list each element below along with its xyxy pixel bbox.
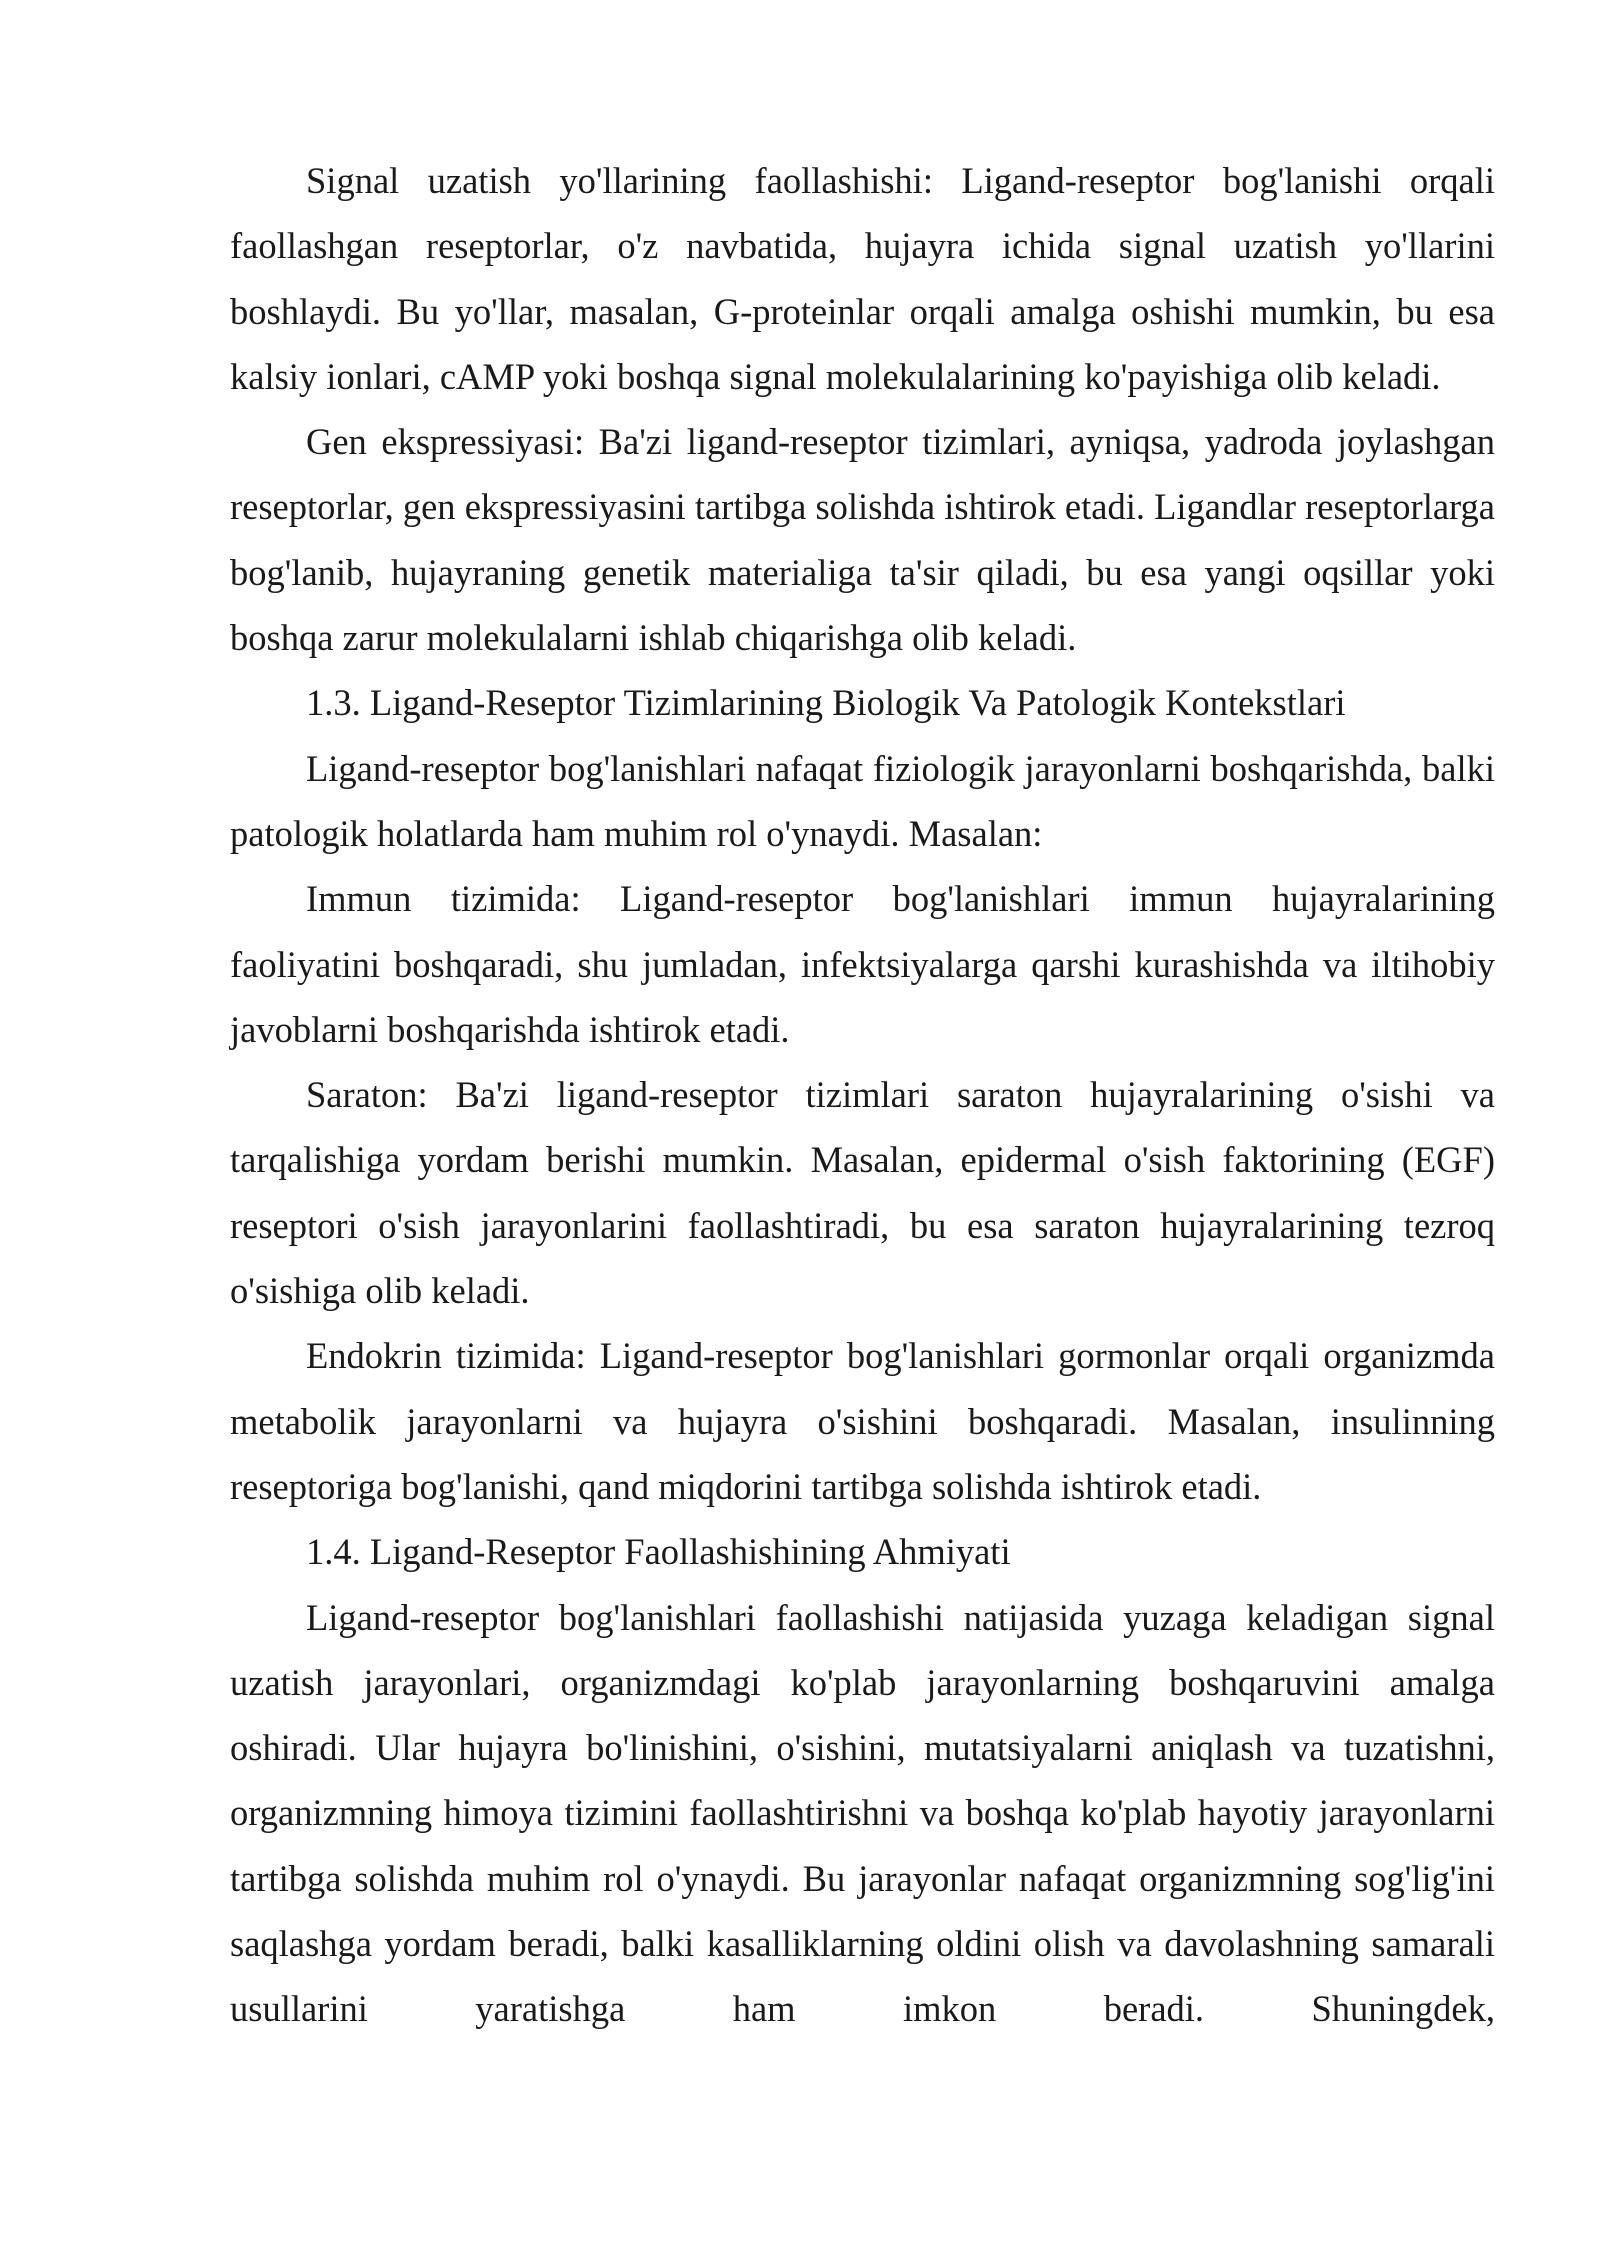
paragraph-endocrine-system: Endokrin tizimida: Ligand-reseptor bog'lanishlari gormonlar orqali organizmda metabolik jarayonlarni va hujayra o'sishini boshqaradi. Masalan, insulinning reseptoriga bog'lanishi, qand miqdorini tartibga solishda ishtirok etadi.: [230, 1335, 1495, 1507]
document-body: [230, 148, 1495, 2042]
paragraph-pathology-intro: Ligand-reseptor bog'lanishlari nafaqat fiziologik jarayonlarni boshqarishda, balki patologik holatlarda ham muhim rol o'ynaydi. Masalan:: [230, 747, 1495, 854]
section-heading-1-3: 1.3. Ligand-Reseptor Tizimlarining Biologik Va Patologik Kontekstlari: [306, 682, 1346, 724]
paragraph-gene-expression: Gen ekspressiyasi: Ba'zi ligand-reseptor tizimlari, ayniqsa, yadroda joylashgan reseptorlar, gen ekspressiyasini tartibga solishda ishtirok etadi. Ligandlar reseptorlarga bog'lanib, hujayraning genetik materialiga ta'sir qiladi, bu esa yangi oqsillar yoki boshqa zarur molekulalarni ishlab chiqarishga olib keladi.: [230, 421, 1495, 659]
paragraph-signal-pathways: Signal uzatish yo'llarining faollashishi: Ligand-reseptor bog'lanishi orqali faollashgan reseptorlar, o'z navbatida, hujayra ichida signal uzatish yo'llarini boshlaydi. Bu yo'llar, masalan, G-proteinlar orqali amalga oshishi mumkin, bu esa kalsiy ionlari, cAMP yoki boshqa signal molekulalarining ko'payishiga olib keladi.: [230, 160, 1495, 397]
paragraph-activation-importance: Ligand-reseptor bog'lanishlari faollashishi natijasida yuzaga keladigan signal uzatish jarayonlari, organizmdagi ko'plab jarayonlarning boshqaruvini amalga oshiradi. Ular hujayra bo'linishini, o'sishini, mutatsiyalarni aniqlash va tuzatishni, organizmning himoya tizimini faollashtirishni va boshqa ko'plab hayotiy jarayonlarni tartibga solishda muhim rol o'ynaydi. Bu jarayonlar nafaqat organizmning sog'lig'ini saqlashga yordam beradi, balki kasalliklarning oldini olish va davolashning samarali usullarini yaratishga ham imkon beradi. Shuningdek,: [230, 1596, 1495, 2030]
paragraph-cancer: Saraton: Ba'zi ligand-reseptor tizimlari saraton hujayralarining o'sishi va tarqalishiga yordam berishi mumkin. Masalan, epidermal o'sish faktorining (EGF) reseptori o'sish jarayonlarini faollashtiradi, bu esa saraton hujayralarining tezroq o'sishiga olib keladi.: [230, 1074, 1495, 1312]
section-heading-1-4: 1.4. Ligand-Reseptor Faollashishining Ahmiyati: [306, 1531, 1011, 1573]
paragraph-immune-system: Immun tizimida: Ligand-reseptor bog'lanishlari immun hujayralarining faoliyatini boshqaradi, shu jumladan, infektsiyalarga qarshi kurashishda va iltihobiy javoblarni boshqarishda ishtirok etadi.: [230, 878, 1495, 1050]
